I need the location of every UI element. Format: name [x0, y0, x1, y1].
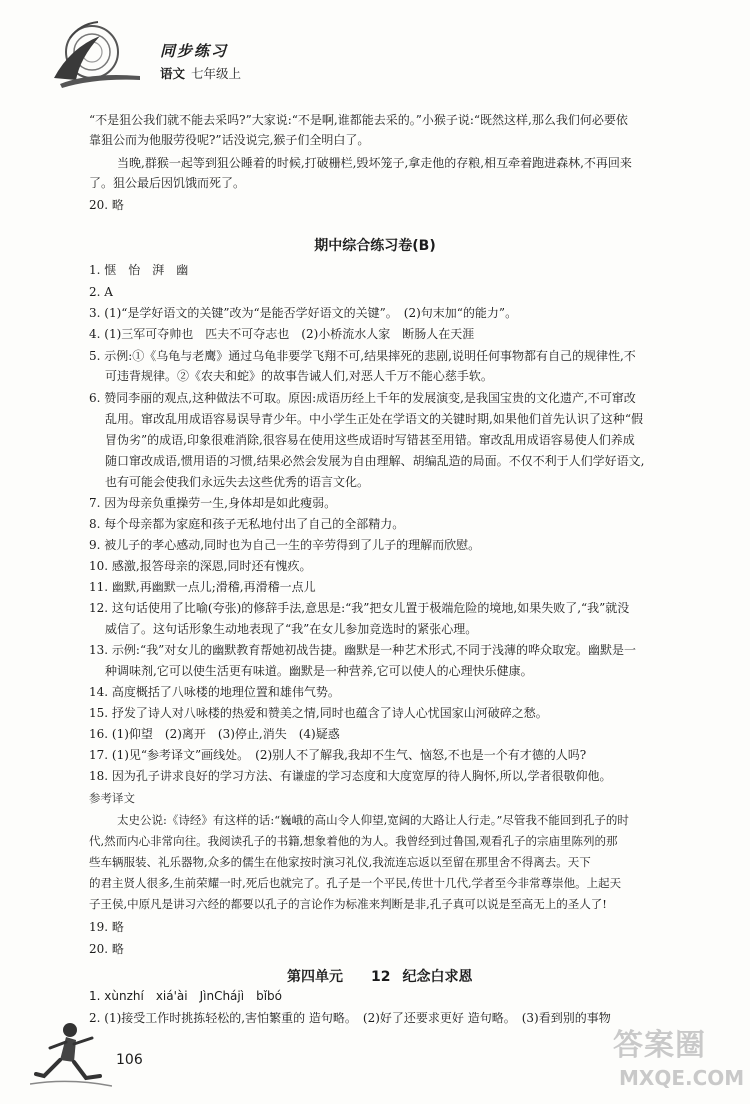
- answer-line: 5. 示例:①《乌龟与老鹰》通过乌龟非要学飞翔不可,结果摔死的悲剧,说明任何事物都有自己的规律性,不: [89, 349, 636, 363]
- grade-label: 七年级上: [191, 66, 242, 81]
- answer-line: 8. 每个母亲都为家庭和孩子无私地付出了自己的全部精力。: [89, 517, 405, 531]
- watermark-title: 答案圈: [613, 1028, 706, 1063]
- runner-illustration-icon: [30, 1020, 112, 1090]
- answer-line: 2. A: [89, 285, 113, 299]
- answer-line: 随口窜改成语,惯用语的习惯,结果必然会发展为自由理解、胡编乱造的局面。不仅不利于人们学好语文,: [105, 454, 645, 468]
- answer-line: 1. xùnzhí xiá'ài JìnChájì bǐbó: [89, 989, 282, 1003]
- page-header: [40, 18, 340, 88]
- watermark-url: MXQE.COM: [619, 1066, 745, 1090]
- text-line: 当晚,群猴一起等到狙公睡着的时候,打破栅栏,毁坏笼子,拿走他的存粮,相互牵着跑进森林,不再回来: [117, 156, 632, 170]
- answer-line: 16. (1)仰望 (2)离开 (3)停止,消失 (4)疑惑: [89, 727, 340, 741]
- answer-line: 冒伪劣”的成语,印象很难消除,很容易在使用这些成语时写错甚至用错。窜改乱用成语容易使人们养成: [105, 433, 635, 447]
- text-line: 靠狙公而为他服劳役呢?”话没说完,猴子们全明白了。: [89, 133, 370, 147]
- text-line: 20. 略: [89, 198, 124, 212]
- lesson-title: 纪念白求恩: [402, 969, 473, 985]
- answer-line: 7. 因为母亲负重操劳一生,身体却是如此瘦弱。: [89, 496, 337, 510]
- answer-line: 19. 略: [89, 920, 124, 934]
- translation-line: 太史公说:《诗经》有这样的话:“巍峨的高山令人仰望,宽阔的大路让人行走。”尽管我不能回到孔子的时: [117, 813, 629, 827]
- answer-line: 可违背规律。②《农夫和蛇》的故事告诫人们,对恶人千万不能心慈手软。: [105, 369, 493, 383]
- translation-line: 子王侯,中原凡是讲习六经的都要以孔子的言论作为标准来判断是非,孔子真可以说是至高无上的圣人了!: [89, 897, 607, 911]
- answer-line: 14. 高度概括了八咏楼的地理位置和雄伟气势。: [89, 685, 340, 699]
- lesson-number: 12: [371, 969, 391, 985]
- translation-line: 的君主贤人很多,生前荣耀一时,死后也就完了。孔子是一个平民,传世十几代,学者至今非常尊崇他。上起天: [89, 876, 622, 890]
- answer-line: 3. (1)“是学好语文的关键”改为“是能否学好语文的关键”。 (2)句末加“的能力”。: [89, 306, 518, 320]
- answer-line: 1. 惬 怡 湃 幽: [89, 263, 189, 277]
- answer-line: 2. (1)接受工作时挑拣轻松的,害怕繁重的 造句略。 (2)好了还要求更好 造句略。 (3)看到别的事物: [89, 1011, 611, 1025]
- subject-label: 语文: [160, 66, 186, 81]
- answer-line: 4. (1)三军可夺帅也 匹夫不可夺志也 (2)小桥流水人家 断肠人在天涯: [89, 327, 475, 341]
- answer-line: 15. 抒发了诗人对八咏楼的热爱和赞美之情,同时也蕴含了诗人心忧国家山河破碎之愁。: [89, 706, 548, 720]
- translation-line: 些车辆服装、礼乐器物,众多的儒生在他家按时演习礼仪,我流连忘返以至留在那里舍不得离去。天下: [89, 855, 591, 869]
- answer-line: 11. 幽默,再幽默一点儿;滑稽,再滑稽一点儿: [89, 580, 316, 594]
- answer-line: 9. 被儿子的孝心感动,同时也为自己一生的辛劳得到了儿子的理解而欣慰。: [89, 538, 481, 552]
- text-line: “不是狙公我们就不能去采吗?”大家说:“不是啊,谁都能去采的。”小猴子说:“既然这样,那么我们何必要依: [89, 113, 628, 127]
- translation-label: 参考译文: [89, 791, 135, 805]
- page-number: 106: [116, 1052, 143, 1068]
- answer-line: 10. 感激,报答母亲的深恩,同时还有愧疚。: [89, 559, 312, 573]
- answer-line: 13. 示例:“我”对女儿的幽默教育帮她初战告捷。幽默是一种艺术形式,不同于浅薄的哗众取宠。幽默是一: [89, 643, 637, 657]
- unit-heading: [287, 966, 472, 986]
- answer-line: 乱用。窜改乱用成语容易误导青少年。中小学生正处在学语文的关键时期,如果他们首先认识了这种“假: [105, 412, 643, 426]
- answer-line: 20. 略: [89, 942, 124, 956]
- subject-grade: [160, 64, 241, 82]
- series-title: 同步练习: [160, 42, 229, 60]
- book-logo-icon: [40, 18, 150, 90]
- answer-line: 6. 赞同李丽的观点,这种做法不可取。原因:成语历经上千年的发展演变,是我国宝贵的文化遗产,不可窜改: [89, 391, 636, 405]
- answer-line: 种调味剂,它可以使生活更有味道。幽默是一种营养,它可以使人的心理快乐健康。: [105, 664, 533, 678]
- translation-line: 代,然而内心非常向往。我阅读孔子的书籍,想象着他的为人。我曾经到过鲁国,观看孔子的宗庙里陈列的那: [89, 834, 618, 848]
- answer-line: 12. 这句话使用了比喻(夸张)的修辞手法,意思是:“我”把女儿置于极端危险的境地,如果失败了,“我”就没: [89, 601, 630, 615]
- watermark: [605, 1020, 745, 1098]
- answer-line: 威信了。这句话形象生动地表现了“我”在女儿参加竞选时的紧张心理。: [105, 622, 478, 636]
- answer-line: 也有可能会使我们永远失去这些优秀的语言文化。: [105, 475, 370, 489]
- answer-line: 17. (1)见“参考译文”画线处。 (2)别人不了解我,我却不生气、恼怒,不也是一个有才德的人吗?: [89, 748, 587, 762]
- text-line: 了。狙公最后因饥饿而死了。: [89, 176, 246, 190]
- unit-label: 第四单元: [287, 969, 343, 985]
- answer-line: 18. 因为孔子讲求良好的学习方法、有谦虚的学习态度和大度宽厚的待人胸怀,所以,学者很敬仰他。: [89, 769, 612, 783]
- section-title: 期中综合练习卷(B): [314, 238, 436, 254]
